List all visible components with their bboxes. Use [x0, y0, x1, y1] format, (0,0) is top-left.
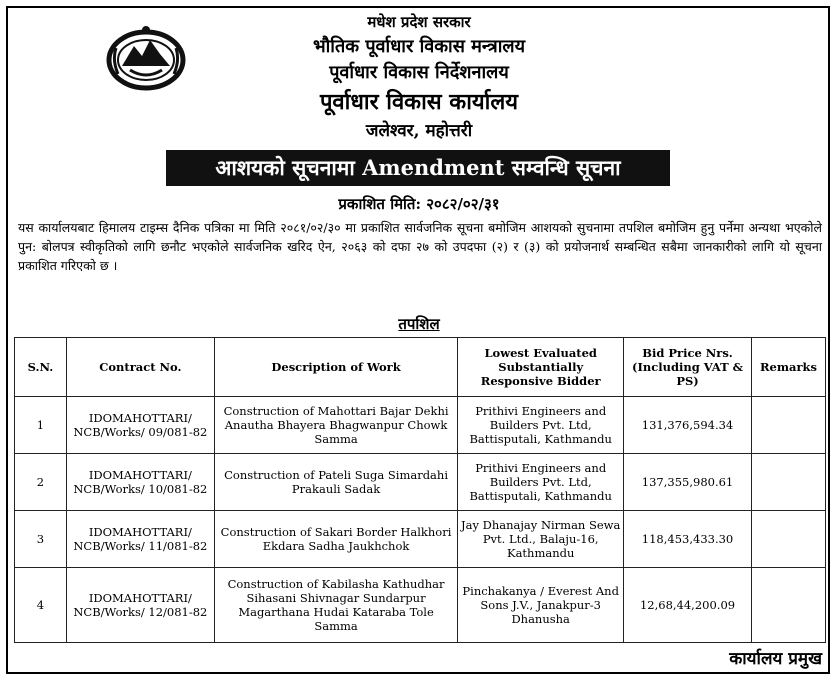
cell-bidder: Prithivi Engineers and Builders Pvt. Ltd, Battisputali, Kathmandu	[458, 397, 624, 454]
cell-price: 137,355,980.61	[624, 454, 752, 511]
cell-description: Construction of Pateli Suga Simardahi Prakauli Sadak	[214, 454, 458, 511]
cell-contract: IDOMAHOTTARI/ NCB/Works/ 09/081-82	[66, 397, 214, 454]
cell-description: Construction of Mahottari Bajar Dekhi Anautha Bhayera Bhagwanpur Chowk Samma	[214, 397, 458, 454]
cell-remarks	[751, 511, 825, 568]
ministry-name: भौतिक पूर्वाधार विकास मन्त्रालय	[312, 36, 526, 57]
cell-price: 12,68,44,200.09	[624, 568, 752, 643]
cell-bidder: Prithivi Engineers and Builders Pvt. Ltd, Battisputali, Kathmandu	[458, 454, 624, 511]
header-contract-no: Contract No.	[66, 338, 214, 397]
table-row	[15, 454, 826, 511]
cell-sn: 4	[15, 568, 67, 643]
cell-bidder: Pinchakanya / Everest And Sons J.V., Janakpur-3 Dhanusha	[458, 568, 624, 643]
header-description: Description of Work	[214, 338, 458, 397]
notice-title-banner: आशयको सूचनामा Amendment सम्वन्धि सूचना	[166, 150, 670, 186]
cell-sn: 3	[15, 511, 67, 568]
cell-contract: IDOMAHOTTARI/ NCB/Works/ 10/081-82	[66, 454, 214, 511]
header-bid-price: Bid Price Nrs. (Including VAT & PS)	[624, 338, 752, 397]
cell-sn: 2	[15, 454, 67, 511]
contracts-table	[14, 337, 826, 643]
header-bidder: Lowest Evaluated Substantially Responsive Bidder	[458, 338, 624, 397]
signature-office-chief: कार्यालय प्रमुख	[729, 649, 822, 669]
office-name: पूर्वाधार विकास कार्यालय	[319, 89, 519, 115]
header-remarks: Remarks	[751, 338, 825, 397]
header-sn: S.N.	[15, 338, 67, 397]
cell-price: 118,453,433.30	[624, 511, 752, 568]
published-date: प्रकाशित मिति: २०८२/०२/३१	[338, 195, 500, 213]
table-row	[15, 511, 826, 568]
table-header-row	[15, 338, 826, 397]
table-row	[15, 568, 826, 643]
table-row	[15, 397, 826, 454]
cell-remarks	[751, 397, 825, 454]
notice-body: यस कार्यालयबाट हिमालय टाइम्स दैनिक पत्रिका मा मिति २०८१/०२/३० मा प्रकाशित सार्वजनिक सूचना बमोजिम आशयको सुचनामा तपशिल बमोजिम हुनु पर्नेमा अन्यथा भएकोले पुन: बोलपत्र स्वीकृतिको लागि छनौट भएकोले सार्वजनिक खरिद ऐन, २०६३ को दफा २७ को उपदफा (२) र (३) को प्रयोजनार्थ सम्बन्धित सबैमा जानकारीको लागि यो सूचना प्रकाशित गरिएको छ ।	[18, 220, 822, 273]
cell-remarks	[751, 568, 825, 643]
cell-contract: IDOMAHOTTARI/ NCB/Works/ 12/081-82	[66, 568, 214, 643]
directorate-name: पूर्वाधार विकास निर्देशनालय	[329, 62, 509, 83]
cell-sn: 1	[15, 397, 67, 454]
office-location: जलेश्वर, महोत्तरी	[365, 121, 473, 141]
cell-contract: IDOMAHOTTARI/ NCB/Works/ 11/081-82	[66, 511, 214, 568]
cell-bidder: Jay Dhanajay Nirman Sewa Pvt. Ltd., Balaju-16, Kathmandu	[458, 511, 624, 568]
cell-remarks	[751, 454, 825, 511]
cell-price: 131,376,594.34	[624, 397, 752, 454]
cell-description: Construction of Kabilasha Kathudhar Sihasani Shivnagar Sundarpur Magarthana Hudai Kataraba Tole Samma	[214, 568, 458, 643]
table-title: तपशिल	[398, 315, 440, 333]
province-government: मधेश प्रदेश सरकार	[367, 13, 471, 31]
cell-description: Construction of Sakari Border Halkhori Ekdara Sadha Jaukhchok	[214, 511, 458, 568]
